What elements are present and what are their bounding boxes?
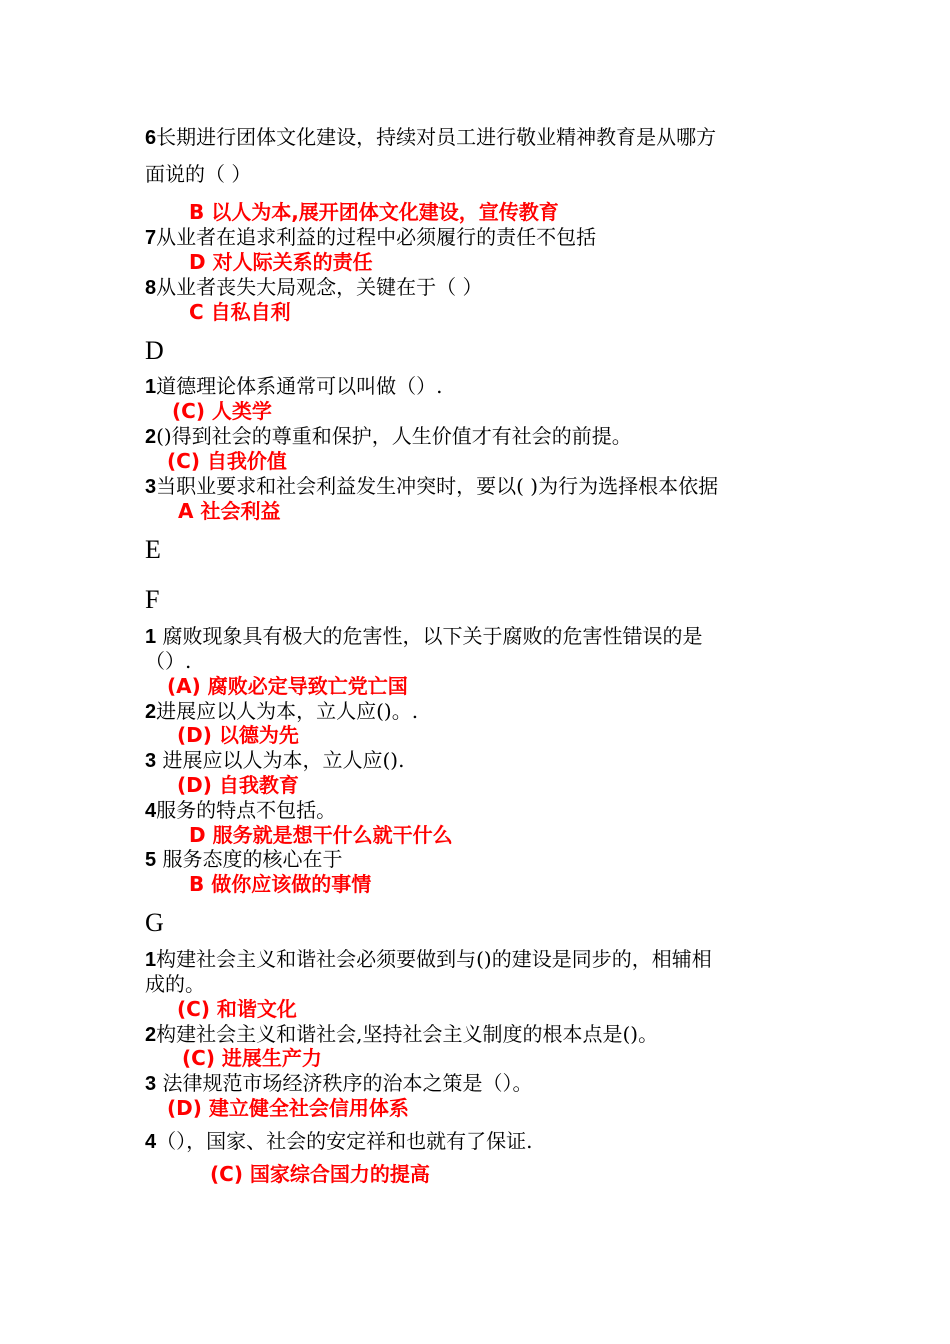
question-line <box>145 1073 532 1094</box>
question-line <box>145 277 482 298</box>
question-line <box>145 701 418 722</box>
question-line <box>145 800 336 821</box>
question-line <box>145 651 191 671</box>
question-text: 服务的特点不包括。 <box>156 798 337 822</box>
answer-line: D 对人际关系的责任 <box>189 250 373 274</box>
question-text: 法律规范市场经济秩序的治本之策是（）。 <box>156 1071 533 1095</box>
answer-line: (A) 腐败必定导致亡党亡国 <box>167 674 408 698</box>
question-number: 2 <box>145 426 157 448</box>
question-text: 从业者丧失大局观念，关键在于（ ） <box>156 275 483 299</box>
question-line <box>145 164 251 184</box>
question-text: 从业者在追求利益的过程中必须履行的责任不包括 <box>156 225 597 249</box>
question-number: 3 <box>145 1073 157 1095</box>
question-number: 1 <box>145 949 157 971</box>
question-line <box>145 1131 532 1152</box>
question-number: 7 <box>145 227 157 249</box>
question-line <box>145 949 712 970</box>
question-text: 道德理论体系通常可以叫做（）. <box>156 374 443 398</box>
answer-line: (D) 建立健全社会信用体系 <box>167 1096 409 1120</box>
question-text: 构建社会主义和谐社会必须要做到与()的建设是同步的，相辅相 <box>156 947 712 971</box>
answer-line: A 社会利益 <box>178 499 281 523</box>
question-line <box>145 127 716 148</box>
question-text: 进展应以人为本，立人应(). <box>156 748 405 772</box>
question-number: 4 <box>145 1131 157 1153</box>
question-number: 5 <box>145 849 157 871</box>
question-text: 构建社会主义和谐社会,坚持社会主义制度的根本点是()。 <box>156 1022 659 1046</box>
section-letter: G <box>145 908 164 937</box>
section-letter: F <box>145 585 160 614</box>
question-text: 进展应以人为本，立人应()。. <box>156 699 419 723</box>
question-line <box>145 974 205 994</box>
section-letter: E <box>145 535 161 564</box>
question-text: 面说的（ ） <box>145 162 252 186</box>
question-text: 服务态度的核心在于 <box>156 847 343 871</box>
question-number: 3 <box>145 750 157 772</box>
answer-line: B 以人为本,展开团体文化建设，宣传教育 <box>189 200 559 224</box>
answer-line: (C) 人类学 <box>172 399 272 423</box>
question-text: 当职业要求和社会利益发生冲突时，要以( )为行为选择根本依据 <box>156 474 719 498</box>
question-number: 2 <box>145 1024 157 1046</box>
question-number: 6 <box>145 127 157 149</box>
answer-line: (D) 自我教育 <box>177 773 299 797</box>
answer-line: D 服务就是想干什么就干什么 <box>189 823 453 847</box>
answer-line: (D) 以德为先 <box>177 723 299 747</box>
question-number: 1 <box>145 376 157 398</box>
question-line <box>145 849 342 870</box>
answer-line: (C) 和谐文化 <box>177 997 297 1021</box>
question-number: 1 <box>145 626 157 648</box>
question-line <box>145 750 404 771</box>
question-number: 2 <box>145 701 157 723</box>
question-text: （），国家、社会的安定祥和也就有了保证. <box>156 1129 533 1153</box>
answer-line: (C) 自我价值 <box>167 449 287 473</box>
question-text: ()得到社会的尊重和保护，人生价值才有社会的前提。 <box>156 424 632 448</box>
question-line <box>145 1024 658 1045</box>
question-line <box>145 626 702 647</box>
question-line <box>145 376 442 397</box>
answer-line: (C) 进展生产力 <box>182 1046 322 1070</box>
question-line <box>145 227 596 248</box>
answer-line: C 自私自利 <box>189 300 291 324</box>
section-letter: D <box>145 336 164 365</box>
answer-line: B 做你应该做的事情 <box>189 872 372 896</box>
question-text: 长期进行团体文化建设，持续对员工进行敬业精神教育是从哪方 <box>156 125 717 149</box>
question-number: 4 <box>145 800 157 822</box>
question-number: 8 <box>145 277 157 299</box>
question-line <box>145 426 632 447</box>
question-text: 成的。 <box>145 972 205 996</box>
question-text: 腐败现象具有极大的危害性，以下关于腐败的危害性错误的是 <box>156 624 703 648</box>
question-line <box>145 476 718 497</box>
question-number: 3 <box>145 476 157 498</box>
question-text: （）. <box>145 649 192 673</box>
answer-line: (C) 国家综合国力的提高 <box>210 1162 430 1186</box>
